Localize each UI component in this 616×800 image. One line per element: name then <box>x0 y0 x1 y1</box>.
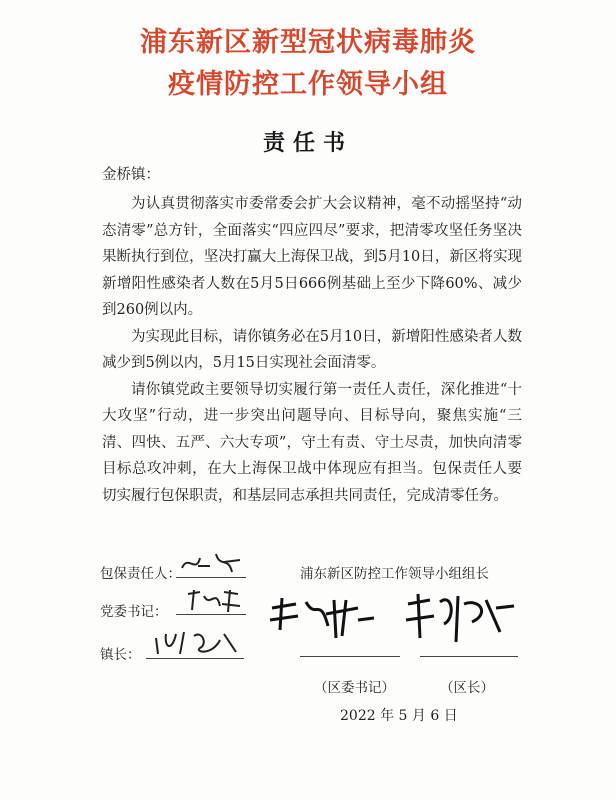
salutation: 金桥镇： <box>102 167 160 183</box>
letterhead-line-1: 浦东新区新型冠状病毒肺炎 <box>140 27 476 58</box>
signature-line <box>420 656 518 657</box>
letterhead <box>0 22 616 106</box>
paragraph-1: 为认真贯彻落实市委常委会扩大会议精神，毫不动摇坚持“动态清零”总方针，全面落实“四应四尽”要求，把清零攻坚任务坚决果断执行到位，坚决打赢大上海保卫战，到5月10日，新区将实现新增阳性感染者人数在5月5日666例基础上至少下降60%、减少到260例以内。 <box>102 196 522 318</box>
document-title: 责任书 <box>262 131 353 156</box>
signature-line <box>300 656 400 657</box>
paragraph-2: 为实现此目标，请你镇务必在5月10日，新增阳性感染者人数减少到5例以内，5月15日实现社会面清零。 <box>102 328 522 371</box>
handwritten-signature <box>176 548 246 580</box>
document-date: 2022 年 5 月 6 日 <box>340 708 458 724</box>
handwritten-signature <box>262 590 382 650</box>
paragraph-3: 请你镇党政主要领导切实履行第一责任人责任，深化推进“十大攻坚”行动，进一步突出问题导向、目标导向，聚焦实施“三清、四快、五严、六大专项”，守土有责、守土尽责，加快向清零目标总攻冲刺，在大上海保卫战中体现应有担当。包保责任人要切实履行包保职责，和基层同志承担共同责任，完成清零任务。 <box>102 381 522 504</box>
handwritten-signature <box>180 584 246 616</box>
document-body <box>102 191 522 509</box>
letterhead-line-2: 疫情防控工作领导小组 <box>168 69 448 100</box>
handwritten-signature <box>150 626 242 660</box>
role-district-head: （区长） <box>440 680 494 696</box>
signature-title-leader: 浦东新区防控工作领导小组组长 <box>300 566 489 582</box>
role-district-secretary: （区委书记） <box>314 680 395 696</box>
handwritten-signature <box>400 588 520 652</box>
signature-label-liaison: 包保责任人： <box>100 566 181 582</box>
signature-label-party-secretary: 党委书记： <box>100 604 168 620</box>
signature-label-mayor: 镇长： <box>100 647 141 663</box>
